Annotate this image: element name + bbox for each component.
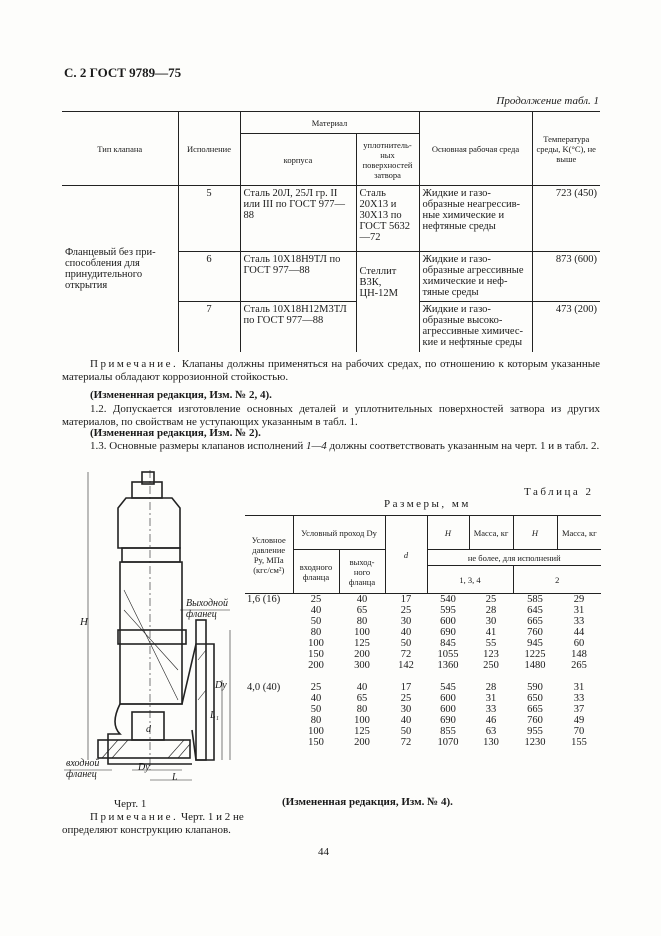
page-number: 44 bbox=[318, 846, 329, 858]
table-2 bbox=[245, 515, 601, 762]
medium-cell: Жидкие и газо-образные высоко-агрессивные химичес-кие и нефтяные среды bbox=[419, 302, 532, 352]
table-2-cell: 545 bbox=[440, 681, 456, 693]
t2-h-mass2: Масса, кг bbox=[557, 516, 601, 550]
table-2-cell: 130 bbox=[483, 736, 499, 748]
t2-h-outlet: выход-ного фланца bbox=[339, 550, 385, 594]
t2-g2-inlet bbox=[293, 682, 339, 762]
table-2-cell: 33 bbox=[485, 703, 497, 715]
table-2-cell: 31 bbox=[485, 692, 497, 704]
dim-Dy-outlet: Dу bbox=[215, 680, 227, 691]
table-2-cell: 595 bbox=[440, 605, 456, 616]
table-2-cell: 80 bbox=[356, 616, 368, 627]
sealing-shared-cell: Стеллит В3К, ЦН-12М bbox=[356, 252, 419, 352]
table-2-cell: 72 bbox=[400, 736, 412, 748]
table-2-cell: 155 bbox=[571, 736, 587, 748]
temperature-cell: 873 (600) bbox=[532, 252, 600, 302]
table-2-cell: 60 bbox=[573, 638, 585, 649]
table-2-cell: 31 bbox=[573, 605, 585, 616]
table-2-cell: 600 bbox=[440, 692, 456, 704]
table-1 bbox=[62, 111, 600, 352]
figure-note-label: Примечание. bbox=[90, 811, 179, 823]
table-2-cell: 200 bbox=[308, 660, 324, 671]
table-2-cell: 690 bbox=[440, 714, 456, 726]
t2-h-v1: 1, 3, 4 bbox=[427, 566, 513, 594]
body-cell: Сталь 10Х18Н12М3ТЛ по ГОСТ 977—88 bbox=[240, 302, 356, 352]
temperature-cell: 473 (200) bbox=[532, 302, 600, 352]
table-2-cell: 142 bbox=[398, 660, 414, 671]
table-2-cell: 665 bbox=[527, 616, 543, 627]
table-2-cell: 100 bbox=[354, 627, 370, 638]
version-cell: 6 bbox=[178, 252, 240, 302]
t2-g2-m2 bbox=[557, 682, 601, 762]
table-2-cell: 855 bbox=[440, 725, 456, 737]
table-2-cell: 25 bbox=[310, 594, 322, 605]
table-2-cell: 845 bbox=[440, 638, 456, 649]
dim-L: L bbox=[172, 772, 178, 783]
table-2-cell: 33 bbox=[573, 616, 585, 627]
header-version: Исполнение bbox=[178, 112, 240, 186]
table-2-cell: 37 bbox=[573, 703, 585, 715]
table-2-title: Таблица 2 bbox=[524, 486, 594, 498]
table-2-cell: 40 bbox=[356, 681, 368, 693]
t2-g1-m2 bbox=[557, 594, 601, 682]
t2-g1-outlet bbox=[339, 594, 385, 682]
table-2-cell: 690 bbox=[440, 627, 456, 638]
table-2-cell: 65 bbox=[356, 692, 368, 704]
t2-h-mass1: Масса, кг bbox=[469, 516, 513, 550]
para-1-3-range: 1—4 bbox=[305, 440, 327, 452]
table-2-cell: 945 bbox=[527, 638, 543, 649]
table-2-cell: 760 bbox=[527, 714, 543, 726]
paragraph-1-2: 1.2. Допускается изготовление основных деталей и уплотнительных поверхностей затвора из других материалов, по свойствам не уступающих указанным в табл. 1. bbox=[62, 403, 600, 428]
table-2-cell: 1480 bbox=[524, 660, 546, 671]
table-2-cell: 25 bbox=[400, 692, 412, 704]
t2-g2-d bbox=[385, 682, 427, 762]
table-2-cell: 300 bbox=[354, 660, 370, 671]
table-2-cell: 80 bbox=[310, 627, 322, 638]
table-2-cell: 590 bbox=[527, 681, 543, 693]
edit-note-1: (Измененная редакция, Изм. № 2, 4). bbox=[90, 389, 272, 401]
body-cell: Сталь 20Л, 25Л гр. II или III по ГОСТ 977—88 bbox=[240, 186, 356, 252]
note-1-text: Клапаны должны применяться на рабочих средах, по отношению к которым указанные материалы обладают коррозионной стойкостью. bbox=[62, 358, 600, 383]
t2-g2-H1 bbox=[427, 682, 469, 762]
table-2-cell: 63 bbox=[485, 725, 497, 737]
t2-pressure-2: 4,0 (40) bbox=[247, 681, 281, 693]
t2-h-nominal: Условный проход Dу bbox=[293, 516, 385, 550]
table-2-cell: 33 bbox=[573, 692, 585, 704]
para-1-3-end: должны соответствовать указанным на черт. 1 и в табл. 2. bbox=[326, 440, 600, 452]
figure-note-text: Черт. 1 и 2 не определяют конструкцию клапанов. bbox=[62, 811, 244, 836]
t2-g1-m1 bbox=[469, 594, 513, 682]
table-2-cell: 665 bbox=[527, 703, 543, 715]
dim-Dy-inlet: Dу bbox=[138, 762, 150, 773]
medium-cell: Жидкие и газо-образные агрессивные химические и неф-тяные среды bbox=[419, 252, 532, 302]
body-cell: Сталь 10Х18Н9ТЛ по ГОСТ 977—88 bbox=[240, 252, 356, 302]
valve-type-cell: Фланцевый без при-способления для принудительного открытия bbox=[62, 186, 178, 352]
table-2-cell: 645 bbox=[527, 605, 543, 616]
table-2-cell: 600 bbox=[440, 616, 456, 627]
sealing-cell: Сталь 20X13 и 30X13 по ГОСТ 5632—72 bbox=[356, 186, 419, 252]
table-2-cell: 65 bbox=[356, 605, 368, 616]
header-temperature: Температура среды, K(°C), не выше bbox=[532, 112, 600, 186]
table-2-cell: 40 bbox=[400, 714, 412, 726]
t2-g1-H2 bbox=[513, 594, 557, 682]
note-1 bbox=[62, 358, 600, 384]
dim-d: d bbox=[146, 724, 151, 735]
t2-g2-m1 bbox=[469, 682, 513, 762]
table-2-cell: 17 bbox=[400, 594, 412, 605]
page-header: С. 2 ГОСТ 9789—75 bbox=[64, 65, 182, 80]
table-2-cell: 760 bbox=[527, 627, 543, 638]
header-medium: Основная рабочая среда bbox=[419, 112, 532, 186]
table-2-cell: 1360 bbox=[437, 660, 459, 671]
table-2-cell: 25 bbox=[485, 594, 497, 605]
figure-note bbox=[62, 811, 258, 837]
t2-g1-inlet bbox=[293, 594, 339, 682]
table-2-cell: 250 bbox=[483, 660, 499, 671]
table-2-cell: 28 bbox=[485, 605, 497, 616]
table-continuation: Продолжение табл. 1 bbox=[496, 95, 599, 107]
table-2-cell: 25 bbox=[400, 605, 412, 616]
header-sealing: уплотнитель-ных поверхностей затвора bbox=[356, 134, 419, 186]
table-2-cell: 41 bbox=[485, 627, 497, 638]
t2-h-inlet: входного фланца bbox=[293, 550, 339, 594]
table-2-cell: 125 bbox=[354, 638, 370, 649]
table-2-cell: 29 bbox=[573, 594, 585, 605]
table-2-cell: 955 bbox=[527, 725, 543, 737]
table-2-cell: 150 bbox=[308, 649, 324, 660]
table-2-cell: 50 bbox=[400, 638, 412, 649]
table-2-cell: 72 bbox=[400, 649, 412, 660]
table-2-cell: 540 bbox=[440, 594, 456, 605]
table-2-cell: 25 bbox=[310, 681, 322, 693]
t2-g1-d bbox=[385, 594, 427, 682]
table-2-cell: 600 bbox=[440, 703, 456, 715]
table-2-subtitle: Размеры, мм bbox=[384, 498, 471, 510]
table-2-cell: 55 bbox=[485, 638, 497, 649]
table-2-cell: 50 bbox=[400, 725, 412, 737]
version-cell: 5 bbox=[178, 186, 240, 252]
t2-g2-H2 bbox=[513, 682, 557, 762]
table-2-cell: 31 bbox=[573, 681, 585, 693]
edit-note-3: (Измененная редакция, Изм. № 4). bbox=[282, 796, 453, 808]
t2-h-d: d bbox=[385, 516, 427, 594]
table-2-cell: 100 bbox=[308, 638, 324, 649]
label-outlet-flange: Выходной фланец bbox=[186, 598, 228, 620]
table-2-cell: 200 bbox=[354, 736, 370, 748]
dim-L1: L₁ bbox=[210, 710, 220, 721]
table-2-cell: 70 bbox=[573, 725, 585, 737]
header-valve-type: Тип клапана bbox=[62, 112, 178, 186]
medium-cell: Жидкие и газо-образные неагрессив-ные химические и нефтяные среды bbox=[419, 186, 532, 252]
figure-caption: Черт. 1 bbox=[114, 798, 147, 810]
t2-h-pressure: Условное давление Pу, МПа (кгс/см²) bbox=[245, 516, 293, 594]
temperature-cell: 723 (450) bbox=[532, 186, 600, 252]
header-body: корпуса bbox=[240, 134, 356, 186]
table-2-cell: 650 bbox=[527, 692, 543, 704]
table-2-cell: 1230 bbox=[524, 736, 546, 748]
t2-h-max: не более, для исполнений bbox=[427, 550, 601, 566]
paragraph-1-3 bbox=[62, 440, 600, 453]
table-2-cell: 1225 bbox=[524, 649, 546, 660]
table-2-cell: 125 bbox=[354, 725, 370, 737]
table-2-cell: 40 bbox=[356, 594, 368, 605]
table-2-cell: 100 bbox=[308, 725, 324, 737]
label-inlet-flange: входной фланец bbox=[66, 758, 100, 780]
table-2-cell: 1055 bbox=[437, 649, 459, 660]
t2-pressure-1: 1,6 (16) bbox=[247, 594, 281, 605]
table-2-cell: 150 bbox=[308, 736, 324, 748]
table-2-cell: 44 bbox=[573, 627, 585, 638]
table-2-cell: 50 bbox=[310, 616, 322, 627]
table-2-cell: 148 bbox=[571, 649, 587, 660]
t2-g1-H1 bbox=[427, 594, 469, 682]
table-2-cell: 265 bbox=[571, 660, 587, 671]
para-1-3-start: 1.3. Основные размеры клапанов исполнений bbox=[90, 440, 306, 452]
table-2-cell: 49 bbox=[573, 714, 585, 726]
table-2-cell: 30 bbox=[400, 616, 412, 627]
table-2-cell: 40 bbox=[310, 692, 322, 704]
table-2-cell: 46 bbox=[485, 714, 497, 726]
edit-note-2: (Измененная редакция, Изм. № 2). bbox=[90, 427, 261, 439]
table-2-cell: 30 bbox=[400, 703, 412, 715]
table-2-cell: 585 bbox=[527, 594, 543, 605]
table-2-cell: 50 bbox=[310, 703, 322, 715]
t2-g2-outlet bbox=[339, 682, 385, 762]
table-2-cell: 28 bbox=[485, 681, 497, 693]
header-material: Материал bbox=[240, 112, 419, 134]
table-2-cell: 17 bbox=[400, 681, 412, 693]
t2-h-H2: H bbox=[513, 516, 557, 550]
table-2-cell: 200 bbox=[354, 649, 370, 660]
table-2-cell: 30 bbox=[485, 616, 497, 627]
version-cell: 7 bbox=[178, 302, 240, 352]
table-2-cell: 123 bbox=[483, 649, 499, 660]
dim-H: H bbox=[80, 616, 88, 628]
table-2-cell: 80 bbox=[356, 703, 368, 715]
note-1-label: Примечание. bbox=[90, 358, 179, 370]
table-2-cell: 40 bbox=[400, 627, 412, 638]
t2-h-v2: 2 bbox=[513, 566, 601, 594]
table-2-cell: 80 bbox=[310, 714, 322, 726]
t2-h-H1: H bbox=[427, 516, 469, 550]
table-2-cell: 40 bbox=[310, 605, 322, 616]
table-2-cell: 100 bbox=[354, 714, 370, 726]
table-2-cell: 1070 bbox=[437, 736, 459, 748]
